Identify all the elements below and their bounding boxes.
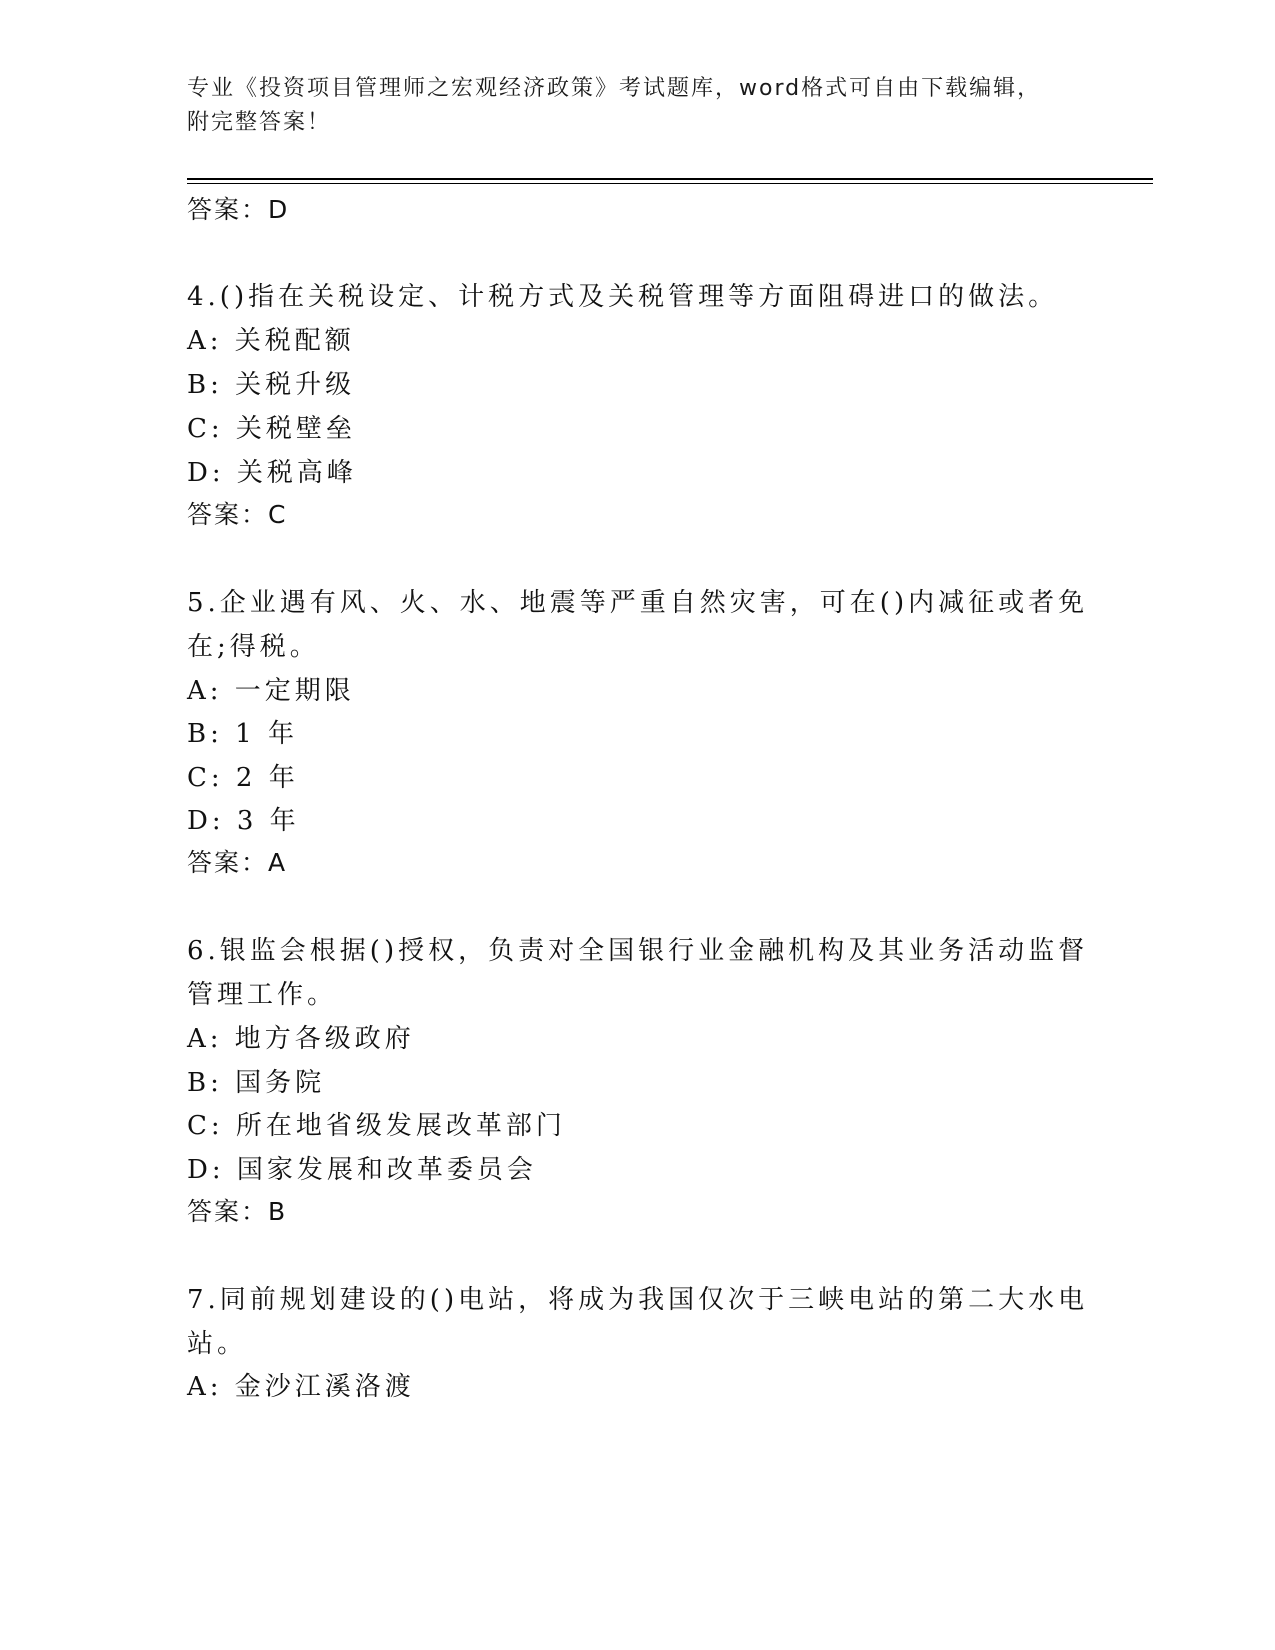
question-stem-continued: 在;得税。 [187,632,320,662]
option-d: D: 关税高峰 [187,458,357,488]
question-stem-continued: 管理工作。 [187,980,338,1010]
option-a: A: 关税配额 [187,326,355,356]
question-stem: 4.()指在关税设定、计税方式及关税管理等方面阻碍进口的做法。 [187,282,1059,312]
answer-line: 答案：B [187,1197,288,1226]
question-stem-continued: 站。 [187,1329,248,1359]
option-d: D: 3 年 [187,806,300,836]
question-stem: 5.企业遇有风、火、水、地震等严重自然灾害，可在()内减征或者免 [187,588,1089,618]
header-line-1: 专业《投资项目管理师之宏观经济政策》考试题库，word格式可自由下载编辑， [187,76,1042,101]
option-a: A: 地方各级政府 [187,1024,415,1054]
answer-line: 答案：C [187,500,288,529]
option-b: B: 关税升级 [187,370,356,400]
header-line-2: 附完整答案！ [187,110,332,135]
header-divider-thin [187,183,1153,184]
answer-line: 答案：A [187,848,288,877]
option-c: C: 所在地省级发展改革部门 [187,1111,566,1141]
option-d: D: 国家发展和改革委员会 [187,1155,537,1185]
header-divider-thick [187,178,1153,180]
answer-line: 答案：D [187,195,290,224]
option-c: C: 2 年 [187,763,299,793]
option-a: A: 一定期限 [187,676,355,706]
option-b: B: 国务院 [187,1068,326,1098]
document-header [187,72,1067,140]
option-a: A: 金沙江溪洛渡 [187,1372,415,1402]
option-c: C: 关税壁垒 [187,414,356,444]
option-b: B: 1 年 [187,719,298,749]
question-stem: 7.同前规划建设的()电站，将成为我国仅次于三峡电站的第二大水电 [187,1285,1089,1315]
question-stem: 6.银监会根据()授权，负责对全国银行业金融机构及其业务活动监督 [187,936,1089,966]
